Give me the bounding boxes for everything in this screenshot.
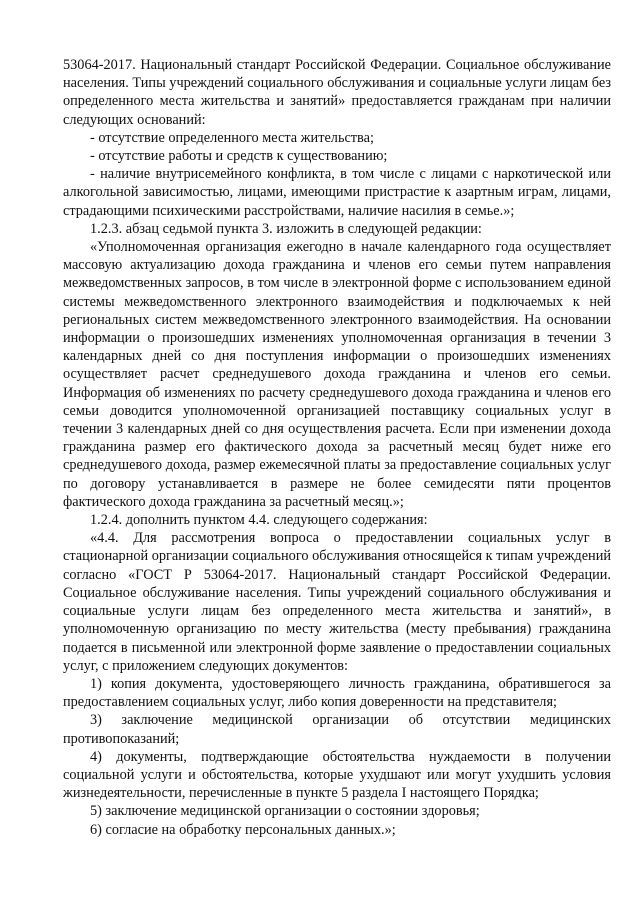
list-item-data-consent: 6) согласие на обработку персональных данных.»; (90, 821, 396, 838)
list-item-no-work: - отсутствие работы и средств к существованию; (90, 148, 388, 165)
paragraph-income-update: «Уполномоченная организация ежегодно в начале календарного года осуществляет массовую актуализацию дохода гражданина и членов его семьи путем направления межведомственных запросов, в том числе в электронной форме с использованием единой системы межведомственного электронного взаимодействия и подключаемых к ней региональных систем межведомственного электронного взаимодействия. На основании информации о произошедших изменениях уполномоченная организация в течении 3 календарных дней со дня поступления информации о произошедших изменениях осуществляет расчет среднедушевого дохода гражданина и членов его семьи. Информация об изменениях по расчету среднедушевого дохода гражданина и членов его семьи доводится уполномоченной организацией поставщику социальных услуг в течении 3 календарных дней со дня осуществления расчета. Если при изменении дохода гражданина размер его фактического дохода за расчетный месяц будет ниже его среднедушевого дохода, размер ежемесячной платы за предоставление социальных услуг по договору устанавливается в размере не более семидесяти пяти процентов фактического дохода гражданина за расчетный месяц.»; (63, 239, 611, 510)
paragraph-clause-4-4: «4.4. Для рассмотрения вопроса о предоставлении социальных услуг в стационарной организации социального обслуживания относящейся к типам учреждений согласно «ГОСТ Р 53064-2017. Национальный стандарт Российской Федерации. Социальное обслуживание населения. Типы учреждений социального обслуживания и социальные услуги лицам без определенного места жительства и занятий», в уполномоченную организацию по месту жительства (месту пребывания) гражданина подается в письменной или электронной форме заявление о предоставлении социальных услуг, с приложением следующих документов: (63, 530, 611, 674)
list-item-need-documents: 4) документы, подтверждающие обстоятельства нуждаемости в получении социальной услуги и обстоятельства, которые ухудшают или могут ухудшить условия жизнедеятельности, перечисленные в пункте 5 раздела I настоящего Порядка; (63, 748, 611, 802)
list-item-family-conflict: - наличие внутрисемейного конфликта, в том числе с лицами с наркотической или алкогольной зависимостью, лицами, имеющими пристрастие к азартным играм, лицами, страдающими психическими расстройствами, наличие насилия в семье.»; (63, 166, 611, 219)
paragraph-clause-1-2-3: 1.2.3. абзац седьмой пункта 3. изложить в следующей редакции: (90, 220, 482, 237)
list-item-medical-conclusion: 3) заключение медицинской организации об отсутствии медицинских противопоказаний; (63, 712, 611, 747)
document-body (63, 56, 611, 839)
paragraph-gost-intro: 53064-2017. Национальный стандарт Российской Федерации. Социальное обслуживание населения. Типы учреждений социального обслуживания и социальные услуги лицам без определенного места жительства и занятий» предоставляется гражданам при наличии следующих оснований: (63, 57, 611, 128)
list-item-identity-copy: 1) копия документа, удостоверяющего личность гражданина, обратившегося за предоставлением социальных услуг, либо копия доверенности на представителя; (63, 675, 611, 711)
list-item-health-conclusion: 5) заключение медицинской организации о состоянии здоровья; (90, 803, 480, 820)
paragraph-clause-1-2-4: 1.2.4. дополнить пунктом 4.4. следующего содержания: (90, 512, 428, 529)
list-item-no-residence: - отсутствие определенного места жительства; (90, 129, 374, 146)
